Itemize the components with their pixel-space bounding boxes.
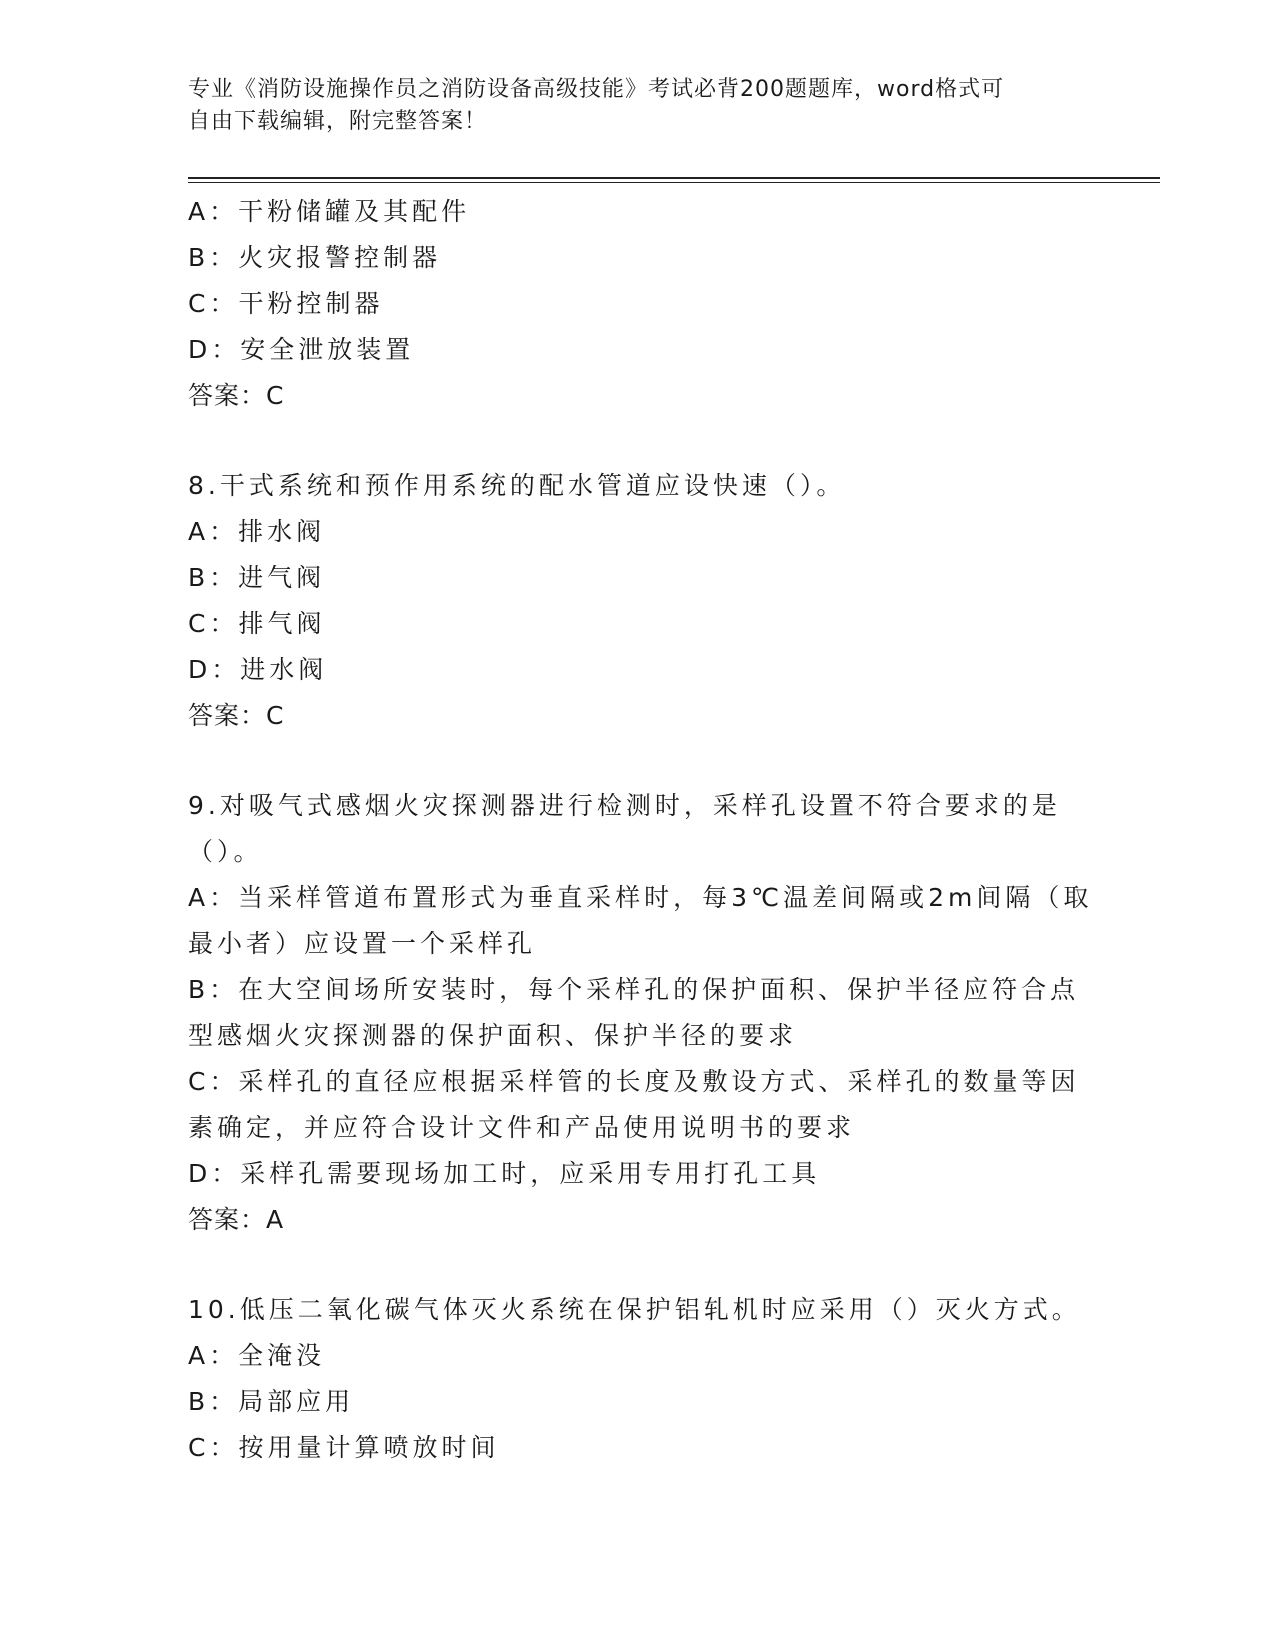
- question-8-block: [188, 463, 1088, 739]
- q9-answer: 答案：A: [188, 1205, 285, 1234]
- q9-option-d: D：采样孔需要现场加工时，应采用专用打孔工具: [188, 1159, 821, 1188]
- q9-option-a-line-1: A：当采样管道布置形式为垂直采样时，每3℃温差间隔或2m间隔（取: [188, 883, 1093, 912]
- header-line-1: 专业《消防设施操作员之消防设备高级技能》考试必背200题题库，word格式可: [188, 77, 1005, 102]
- q10-option-c: C：按用量计算喷放时间: [188, 1433, 500, 1462]
- q8-answer: 答案：C: [188, 701, 285, 730]
- q8-option-a: A：排水阀: [188, 517, 326, 546]
- q8-option-c: C：排气阀: [188, 609, 326, 638]
- q8-question: 8.干式系统和预作用系统的配水管道应设快速（）。: [188, 471, 846, 500]
- question-9-block: [188, 783, 1093, 1243]
- q7-option-b: B：火灾报警控制器: [188, 243, 442, 272]
- header-line-2: 自由下载编辑，附完整答案！: [188, 109, 488, 134]
- q9-option-b-line-1: B：在大空间场所安装时，每个采样孔的保护面积、保护半径应符合点: [188, 975, 1080, 1004]
- header-divider-thick: [188, 177, 1160, 179]
- q9-question-line-1: 9.对吸气式感烟火灾探测器进行检测时，采样孔设置不符合要求的是: [188, 791, 1061, 820]
- q7-option-a: A：干粉储罐及其配件: [188, 197, 471, 226]
- question-content: [188, 189, 1093, 1471]
- question-7-block: [188, 189, 1088, 419]
- q10-option-a: A：全淹没: [188, 1341, 326, 1370]
- q7-answer: 答案：C: [188, 381, 285, 410]
- question-10-block: [188, 1287, 1088, 1471]
- q7-option-c: C：干粉控制器: [188, 289, 384, 318]
- q9-question-line-2: （）。: [188, 837, 263, 866]
- q9-option-b-line-2: 型感烟火灾探测器的保护面积、保护半径的要求: [188, 1021, 798, 1050]
- q8-option-d: D：进水阀: [188, 655, 328, 684]
- q9-option-a-line-2: 最小者）应设置一个采样孔: [188, 929, 537, 958]
- q7-option-d: D：安全泄放装置: [188, 335, 415, 364]
- q10-option-b: B：局部应用: [188, 1387, 355, 1416]
- q10-question: 10.低压二氧化碳气体灭火系统在保护铝轧机时应采用（）灭火方式。: [188, 1295, 1081, 1324]
- header-divider-thin: [188, 182, 1160, 183]
- q8-option-b: B：进气阀: [188, 563, 326, 592]
- q9-option-c-line-1: C：采样孔的直径应根据采样管的长度及敷设方式、采样孔的数量等因: [188, 1067, 1080, 1096]
- q9-option-c-line-2: 素确定，并应符合设计文件和产品使用说明书的要求: [188, 1113, 856, 1142]
- document-header: [188, 74, 1088, 138]
